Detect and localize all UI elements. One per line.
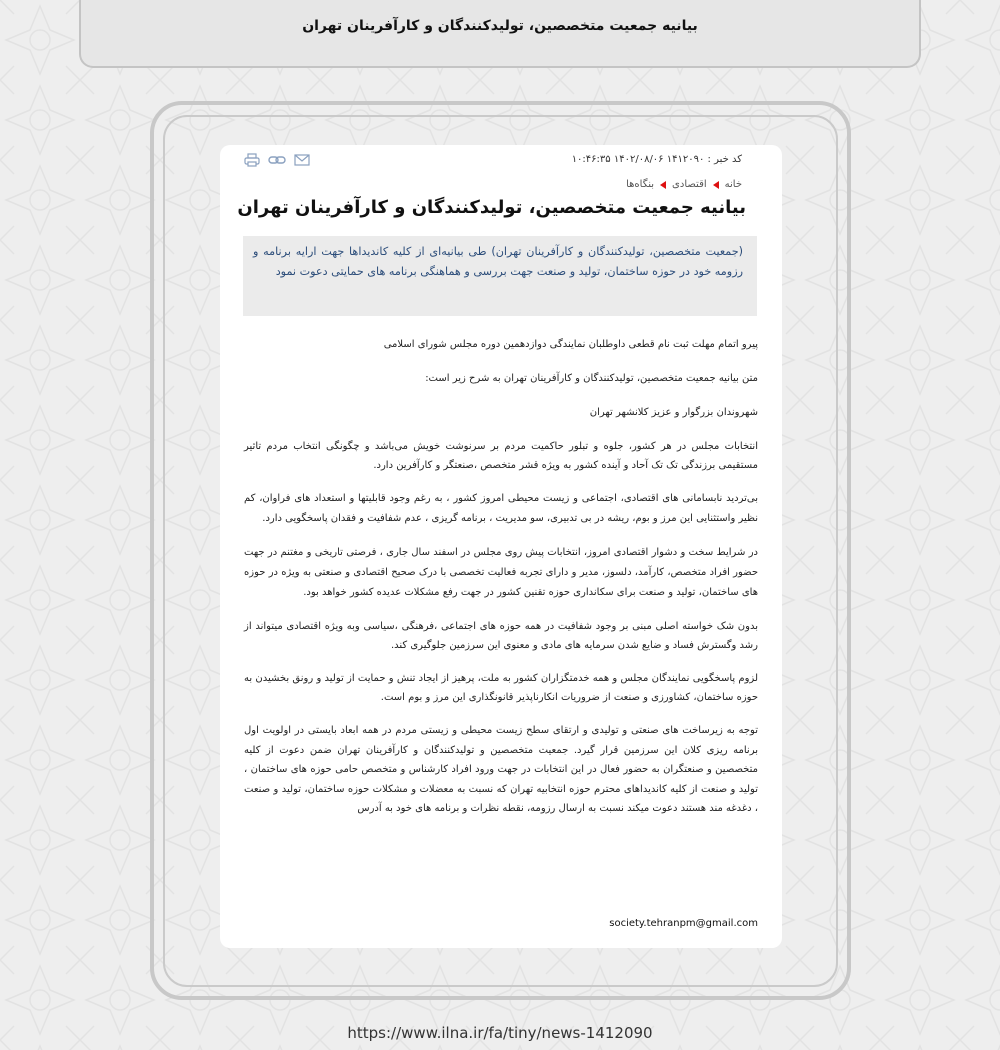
- paragraph: شهروندان بزرگوار و عزیز کلانشهر تهران: [589, 407, 758, 418]
- paragraph: بی‌تردید نابسامانی های اقتصادی، اجتماعی و زیست محیطی امروز کشور ، به رغم وجود قابلیتها و استعداد های فراوان، کم نظیر واستثنایی این مرز و بوم، ریشه در بی تدبیری، سو مدیریت ، برنامه گریزی ، عدم شفافیت و فقدان پاسخگویی دارد.: [244, 493, 758, 524]
- paragraph: انتخابات مجلس در هر کشور، جلوه و تبلور حاکمیت مردم بر سرنوشت خویش می‌باشد و چگونگی انتخاب مردم تاثیر مستقیمی برزندگی تک تک آحاد و آینده کشور به ویژه قشر متخصص ،صنعتگر و کارآفرین دارد.: [244, 441, 758, 471]
- link-icon[interactable]: [268, 153, 286, 167]
- paragraph: بدون شک خواسته اصلی مبنی بر وجود شفافیت در همه حوزه های اجتماعی ،فرهنگی ،سیاسی وبه ویژه اقتصادی میتواند از رشد وگسترش فساد و ضایع شدن سرمایه های مادی و معنوی این سرزمین جلوگیری کند.: [244, 621, 758, 651]
- breadcrumb-home[interactable]: خانه: [724, 179, 742, 190]
- print-icon[interactable]: [244, 153, 260, 167]
- contact-email[interactable]: society.tehranpm@gmail.com: [609, 918, 758, 929]
- breadcrumb-economy[interactable]: اقتصادی: [672, 179, 707, 190]
- article-title: بیانیه جمعیت متخصصین، تولیدکنندگان و کارآفرینان تهران: [237, 197, 746, 218]
- breadcrumb-businesses[interactable]: بنگاه‌ها: [626, 179, 655, 190]
- paragraph: پیرو اتمام مهلت ثبت نام قطعی داوطلبان نمایندگی دوازدهمین دوره مجلس شورای اسلامی: [383, 339, 758, 350]
- breadcrumb-separator-icon: [713, 181, 719, 189]
- short-url[interactable]: https://www.ilna.ir/fa/tiny/news-1412090: [347, 1024, 653, 1042]
- paragraph: در شرایط سخت و دشوار اقتصادی امروز، انتخابات پیش روی مجلس در اسفند سال جاری ، فرصتی تاریخی و مغتنم در جهت حضور افراد متخصص، کارآمد، دلسوز، مدیر و دارای تجربه فعالیت تخصصی با درک صحیح اقتصادی و صنعتی به ویژه در حوزه های ساختمان، تولید و صنعت برای سکانداری حوزه تقنین کشور در جهت رفع مشکلات عدیده کشور خواهد بود.: [244, 547, 758, 598]
- breadcrumb: [626, 179, 742, 190]
- top-banner: [79, 0, 921, 68]
- breadcrumb-separator-icon: [660, 181, 666, 189]
- paragraph: توجه به زیرساخت های صنعتی و تولیدی و ارتقای سطح زیست محیطی و زیستی مردم در همه ابعاد بایستی در اولویت اول برنامه ریزی کلان این سرزمین قرار گیرد. جمعیت متخصصین و تولیدکنندگان و کارآفرینان تهران ضمن دعوت از کلیه متخصصین و صنعتگران به حضور فعال در این انتخابات در جهت ورود افراد کارشناس و متخصص حامی حوزه های ساختمان ، تولید و صنعت از کلیه کاندیداهای محترم حوزه انتخابیه تهران که نسبت به معضلات و مشکلات حوزه ساختمان، تولید و صنعت ، دغدغه مند هستند دعوت میکند نسبت به ارسال رزومه، نقطه نظرات و برنامه های خود به آدرس: [244, 725, 758, 814]
- article-card: [220, 145, 782, 948]
- news-meta: کد خبر : ۱۴۱۲۰۹۰ ۱۴۰۲/۰۸/۰۶ ۱۰:۴۶:۳۵: [571, 154, 742, 165]
- paragraph: لزوم پاسخگویی نمایندگان مجلس و همه خدمتگزاران کشور به ملت، پرهیز از ایجاد تنش و حمایت از تولید و رونق بخشیدن به حوزه ساختمان، کشاورزی و صنعت از ضروریات انکارناپذیر قانونگذاری این مرز و بوم است.: [244, 673, 758, 703]
- share-icons: [244, 153, 310, 167]
- email-icon[interactable]: [294, 153, 310, 167]
- article-body: [244, 335, 758, 819]
- paragraph: متن بیانیه جمعیت متخصصین، تولیدکنندگان و کارآفرینان تهران به شرح زیر است:: [425, 373, 758, 384]
- article-lead: (جمعیت متخصصین، تولیدکنندگان و کارآفرینان تهران) طی بیانیه‌ای از کلیه کاندیداها جهت ارایه برنامه و رزومه خود در حوزه ساختمان، تولید و صنعت جهت بررسی و هماهنگی برنامه های حمایتی دعوت نمود: [243, 236, 757, 316]
- banner-title: بیانیه جمعیت متخصصین، تولیدکنندگان و کارآفرینان تهران: [302, 18, 698, 34]
